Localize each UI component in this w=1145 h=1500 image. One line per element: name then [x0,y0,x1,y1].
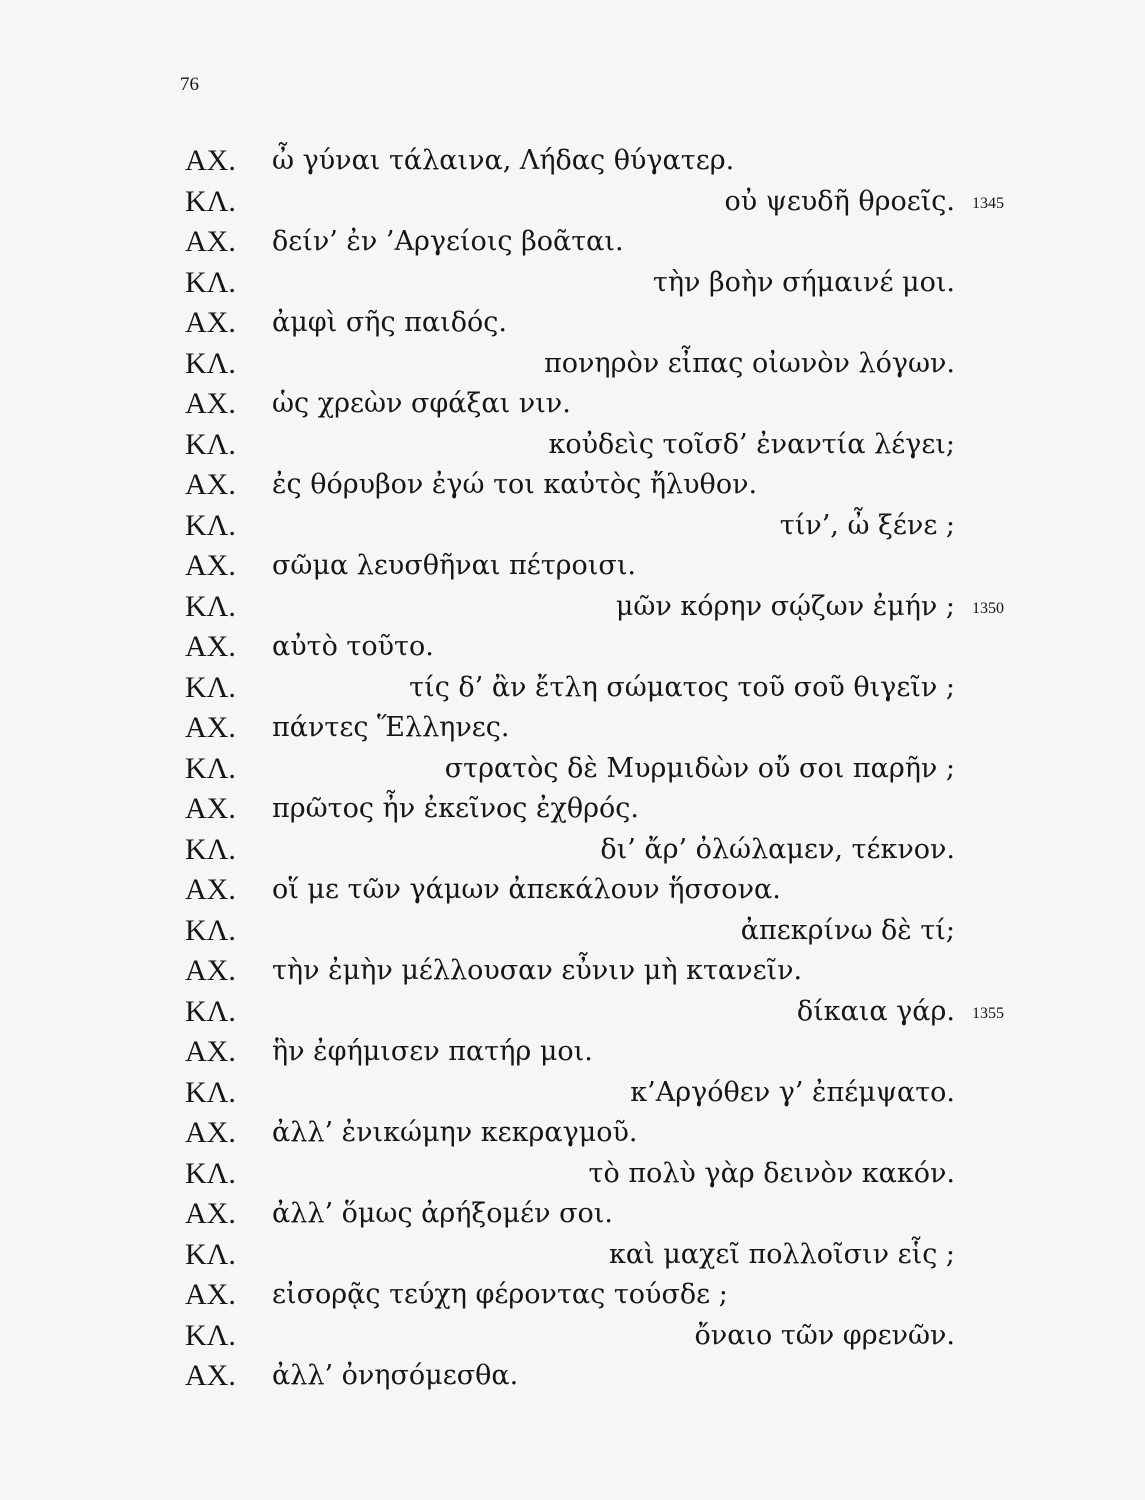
verse-text: τίν’, ὦ ξένε ; [779,509,955,541]
dialogue-line [0,425,1145,466]
dialogue-line [0,1275,1145,1316]
verse-text: ἣν ἐφήμισεν πατήρ μοι. [272,1036,593,1067]
speaker-label: ΚΛ. [185,589,236,623]
speaker-label: ΑΧ. [185,1278,236,1311]
line-number: 1350 [972,599,1004,617]
verse-text: ἀλλ’ ὅμως ἀρήξομέν σοι. [272,1198,613,1229]
dialogue-line [0,911,1145,952]
page-number: 76 [180,74,199,95]
verse-text: πονηρὸν εἶπας οἰωνὸν λόγων. [543,347,955,379]
verse-text: ὦ γύναι τάλαινα, Λήδας θύγατερ. [272,145,735,176]
verse-text: αὐτὸ τοῦτο. [272,631,434,662]
verse-text: δείν’ ἐν ’Αργείοις βοᾶται. [272,226,624,257]
dialogue-line [0,627,1145,668]
verse-text: ὄναιο τῶν φρενῶν. [694,1319,955,1351]
verse-text: τὴν ἐμὴν μέλλουσαν εὖνιν μὴ κτανεῖν. [272,955,803,986]
verse-text: τὸ πολὺ γὰρ δεινὸν κακόν. [588,1157,955,1189]
dialogue-line [0,263,1145,304]
verse-text: ἀπεκρίνω δὲ τί; [740,914,955,946]
speaker-label: ΑΧ. [185,711,236,744]
dialogue-line [0,1032,1145,1073]
speaker-label: ΚΛ. [185,427,236,461]
speaker-label: ΚΛ. [185,265,236,299]
speaker-label: ΑΧ. [185,1116,236,1149]
speaker-label: ΚΛ. [185,913,236,947]
speaker-label: ΚΛ. [185,346,236,380]
verse-text: πρῶτος ἦν ἐκεῖνος ἐχθρός. [272,793,639,824]
speaker-label: ΑΧ. [185,630,236,663]
verse-text: κοὐδεὶς τοῖσδ’ ἐναντία λέγει; [548,428,955,460]
dialogue-line [0,465,1145,506]
verse-text: ἐς θόρυβον ἐγώ τοι καὐτὸς ἤλυθον. [272,469,758,500]
speaker-label: ΚΛ. [185,670,236,704]
verse-text: ἀμφὶ σῆς παιδός. [272,307,507,338]
dialogue-line [0,1356,1145,1397]
verse-text: εἰσορᾷς τεύχη φέροντας τούσδε ; [272,1279,728,1310]
dialogue-line [0,506,1145,547]
verse-text: καὶ μαχεῖ πολλοῖσιν εἷς ; [608,1238,955,1270]
verse-text: σῶμα λευσθῆναι πέτροισι. [272,550,636,581]
dialogue-line [0,830,1145,871]
dialogue-line [0,1316,1145,1357]
dialogue-line [0,546,1145,587]
dialogue-line [0,951,1145,992]
dialogue-line [0,668,1145,709]
speaker-label: ΚΛ. [185,1075,236,1109]
speaker-label: ΚΛ. [185,1318,236,1352]
line-number: 1355 [972,1004,1004,1022]
verse-text: ἀλλ’ ἐνικώμην κεκραγμοῦ. [272,1117,638,1148]
verse-text: τίς δ’ ἂν ἔτλη σώματος τοῦ σοῦ θιγεῖν ; [409,671,955,703]
dialogue-line [0,222,1145,263]
speaker-label: ΑΧ. [185,954,236,987]
dialogue-line [0,1073,1145,1114]
speaker-label: ΚΛ. [185,832,236,866]
dialogue-line [0,708,1145,749]
dialogue-line [0,1194,1145,1235]
dialogue-line [0,182,1145,223]
speaker-label: ΑΧ. [185,306,236,339]
verse-text: ἀλλ’ ὀνησόμεσθα. [272,1360,519,1391]
verse-text: οἵ με τῶν γάμων ἀπεκάλουν ἥσσονα. [272,874,781,905]
dialogue-line [0,384,1145,425]
dialogue-line [0,303,1145,344]
speaker-label: ΑΧ. [185,1359,236,1392]
speaker-label: ΑΧ. [185,1197,236,1230]
verse-text: δίκαια γάρ. [796,995,955,1027]
speaker-label: ΑΧ. [185,468,236,501]
dialogue-lines [0,141,1145,1397]
speaker-label: ΑΧ. [185,225,236,258]
speaker-label: ΑΧ. [185,144,236,177]
dialogue-line [0,344,1145,385]
line-number: 1345 [972,194,1004,212]
dialogue-line [0,992,1145,1033]
verse-text: οὐ ψευδῆ θροεῖς. [724,185,955,217]
verse-text: τὴν βοὴν σήμαινέ μοι. [652,266,955,298]
speaker-label: ΚΛ. [185,994,236,1028]
verse-text: ὡς χρεὼν σφάξαι νιν. [272,388,571,419]
speaker-label: ΚΛ. [185,751,236,785]
dialogue-line [0,1235,1145,1276]
dialogue-line [0,1113,1145,1154]
dialogue-line [0,141,1145,182]
dialogue-line [0,870,1145,911]
speaker-label: ΑΧ. [185,387,236,420]
verse-text: στρατὸς δὲ Μυρμιδὼν οὔ σοι παρῆν ; [444,752,955,784]
verse-text: κ’Αργόθεν γ’ ἐπέμψατο. [630,1076,955,1108]
speaker-label: ΑΧ. [185,873,236,906]
speaker-label: ΚΛ. [185,508,236,542]
verse-text: πάντες Ἕλληνες. [272,712,510,743]
dialogue-line [0,789,1145,830]
speaker-label: ΑΧ. [185,792,236,825]
speaker-label: ΚΛ. [185,184,236,218]
verse-text: μῶν κόρην σῴζων ἐμήν ; [615,590,955,622]
verse-text: δι’ ἄρ’ ὀλώλαμεν, τέκνον. [600,833,955,865]
speaker-label: ΑΧ. [185,549,236,582]
dialogue-line [0,1154,1145,1195]
dialogue-line [0,749,1145,790]
speaker-label: ΚΛ. [185,1237,236,1271]
speaker-label: ΑΧ. [185,1035,236,1068]
speaker-label: ΚΛ. [185,1156,236,1190]
dialogue-line [0,587,1145,628]
